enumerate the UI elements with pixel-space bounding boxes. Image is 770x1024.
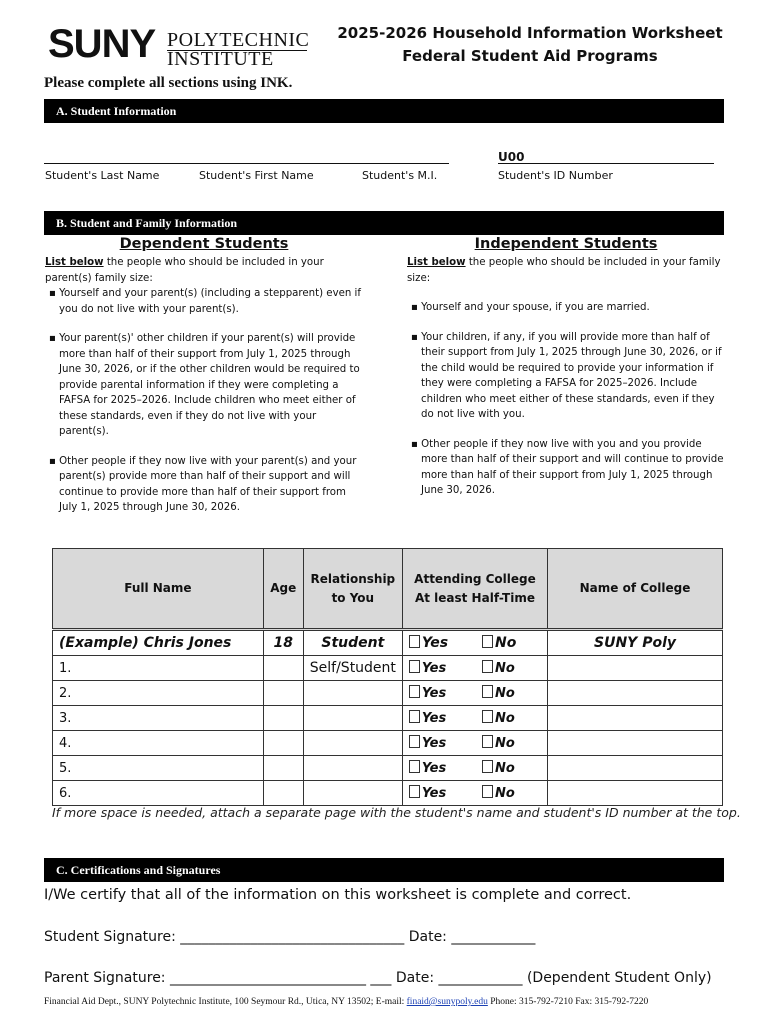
independent-column [407, 255, 727, 499]
row-relationship[interactable] [303, 756, 402, 781]
independent-intro-bold: List below [407, 257, 466, 268]
row-name[interactable] [53, 781, 264, 806]
example-age: 18 [263, 630, 303, 656]
row-relationship[interactable] [303, 706, 402, 731]
student-signature-line[interactable]: Student Signature: ________________________________ Date: ____________ [44, 929, 536, 945]
checkbox-icon[interactable] [409, 710, 420, 723]
section-b-title: B. Student and Family Information [56, 216, 238, 230]
row-name[interactable] [53, 706, 264, 731]
table-row [53, 706, 723, 731]
section-c-header [44, 858, 724, 882]
dependent-intro [45, 255, 365, 286]
table-row [53, 656, 723, 681]
example-yes [402, 630, 476, 656]
row-relationship[interactable]: Self/Student [303, 656, 402, 681]
title-line-1: 2025-2026 Household Information Worksheet [337, 24, 723, 42]
no-label: No [495, 661, 515, 676]
label-first-name: Student's First Name [199, 169, 314, 182]
certification-statement: I/We certify that all of the information on this worksheet is complete and correct. [44, 887, 632, 903]
label-middle-initial: Student's M.I. [362, 169, 438, 182]
example-relationship: Student [303, 630, 402, 656]
row-age[interactable] [263, 706, 303, 731]
footer-phone-fax: Phone: 315-792-7210 Fax: 315-792-7220 [487, 997, 649, 1007]
logo-divider [167, 50, 307, 51]
row-college[interactable] [548, 731, 723, 756]
yes-label: Yes [421, 761, 447, 776]
example-no [476, 630, 548, 656]
dependent-bullet-2-text: Your parent(s)' other children if your parent(s) will provide more than half of their support from July 1, 2025 through June 30, 2026, or if the other children would be required to provide parental information if they were completing a FAFSA for 2025–2026. Include children who meet either of these standards, even if they do not live with your parent(s). [59, 333, 360, 437]
example-name: (Example) Chris Jones [53, 630, 264, 656]
title-line-2: Federal Student Aid Programs [402, 47, 658, 65]
dependent-column [45, 255, 365, 516]
example-college: SUNY Poly [548, 630, 723, 656]
table-row [53, 781, 723, 806]
dependent-intro-bold: List below [45, 257, 104, 268]
dependent-title: Dependent Students [119, 236, 289, 252]
footer-address: Financial Aid Dept., SUNY Polytechnic Institute, 100 Seymour Rd., Utica, NY 13502; E-mail: [44, 997, 407, 1007]
row-no[interactable] [476, 731, 548, 756]
household-table [52, 548, 723, 806]
row-number: 4. [59, 735, 72, 751]
independent-bullet-1-text: Yourself and your spouse, if you are married. [421, 302, 650, 313]
header-attending: Attending College At least Half-Time [402, 549, 547, 630]
footer-contact [44, 997, 648, 1007]
row-age[interactable] [263, 781, 303, 806]
row-no[interactable] [476, 681, 548, 706]
header-college: Name of College [548, 549, 723, 630]
row-no[interactable] [476, 706, 548, 731]
row-number: 3. [59, 710, 72, 726]
row-yes[interactable] [402, 656, 476, 681]
checkbox-icon[interactable] [482, 760, 493, 773]
checkbox-icon[interactable] [409, 735, 420, 748]
dependent-bullet-2: ▪ Your parent(s)' other children if your parent(s) will provide more than half of their support from July 1, 2025 through June 30, 2026, or if the other children would be required to provide parental information if they were completing a FAFSA for 2025–2026. Include children who meet either of these standards, even if they do not live with your parent(s). [49, 333, 360, 437]
row-yes[interactable] [402, 681, 476, 706]
dependent-bullet-1-text: Yourself and your parent(s) (including a stepparent) even if you do not live with your parent(s). [59, 288, 361, 315]
dependent-bullet-3: ▪ Other people if they now live with your parent(s) and your parent(s) provide more than half of their support and will continue to provide more than half of their support from July 1, 2025 through June 30, 2026. [49, 455, 357, 513]
checkbox-icon [482, 635, 493, 648]
section-a-title: A. Student Information [56, 104, 177, 118]
row-college[interactable] [548, 656, 723, 681]
independent-bullet-1: ▪ Yourself and your spouse, if you are married. [411, 302, 650, 313]
footer-email-link[interactable]: finaid@sunypoly.edu [406, 997, 488, 1007]
yes-label: Yes [421, 736, 447, 751]
checkbox-icon[interactable] [482, 710, 493, 723]
row-relationship[interactable] [303, 681, 402, 706]
independent-intro [407, 255, 727, 286]
label-last-name: Student's Last Name [45, 169, 160, 182]
independent-bullet-3: ▪ Other people if they now live with you and you provide more than half of their support and will continue to provide more than half of their support from July 1, 2025 through June 30, 2026. [411, 438, 724, 496]
row-number: 6. [59, 785, 72, 801]
no-label: No [495, 761, 515, 776]
row-college[interactable] [548, 706, 723, 731]
row-yes[interactable] [402, 756, 476, 781]
section-b-header [44, 211, 724, 235]
row-yes[interactable] [402, 706, 476, 731]
row-no[interactable] [476, 656, 548, 681]
row-college[interactable] [548, 681, 723, 706]
header-age: Age [263, 549, 303, 630]
row-no[interactable] [476, 756, 548, 781]
parent-signature-line[interactable]: Parent Signature: ____________________________ ___ Date: ____________ (Dependent Student Only) [44, 970, 712, 986]
row-no[interactable] [476, 781, 548, 806]
independent-bullet-2: ▪ Your children, if any, if you will provide more than half of their support from July 1, 2025 through June 30, 2026, or if the child would be required to provide your information if they were completing a FAFSA for 2025–2026. Include children who meet either of these standards, even if they do not live with you. [411, 331, 722, 420]
row-name[interactable] [53, 756, 264, 781]
header-relationship: Relationship to You [303, 549, 402, 630]
label-student-id: Student's ID Number [498, 169, 613, 182]
yes-label: Yes [421, 661, 447, 676]
no-label: No [495, 736, 515, 751]
student-id-line[interactable] [498, 163, 714, 164]
yes-label: Yes [421, 635, 449, 651]
independent-bullet-3-text: Other people if they now live with you and you provide more than half of their support and will continue to provide more than half of their support from July 1, 2025 through June 30, 2026. [421, 438, 724, 496]
page-title [330, 22, 730, 68]
row-age[interactable] [263, 731, 303, 756]
row-age[interactable] [263, 756, 303, 781]
row-college[interactable] [548, 781, 723, 806]
row-name[interactable] [53, 656, 264, 681]
dependent-bullet-3-text: Other people if they now live with your parent(s) and your parent(s) provide more than half of their support and will continue to provide more than half of their support from July 1, 2025 through June 30, 2026. [59, 455, 357, 513]
header-full-name: Full Name [53, 549, 264, 630]
table-row-example [53, 630, 723, 656]
no-label: No [495, 635, 517, 651]
dependent-bullet-1: ▪ Yourself and your parent(s) (including a stepparent) even if you do not live with your parent(s). [49, 288, 361, 315]
section-a-header [44, 99, 724, 123]
independent-bullet-2-text: Your children, if any, if you will provide more than half of their support from July 1, 2025 through June 30, 2026, or if the child would be required to provide your information if they were completing a FAFSA for 2025–2026. Include children who meet either of these standards, even if they do not live with you. [421, 331, 722, 420]
checkbox-icon [409, 635, 420, 648]
id-prefix: U00 [498, 150, 525, 164]
checkbox-icon[interactable] [409, 685, 420, 698]
independent-intro-text: the people who should be included in your family size: [407, 257, 721, 284]
table-row [53, 731, 723, 756]
section-c-title: C. Certifications and Signatures [56, 863, 221, 877]
logo-suny: SUNY [48, 22, 156, 66]
checkbox-icon[interactable] [409, 760, 420, 773]
table-row [53, 756, 723, 781]
no-label: No [495, 786, 515, 801]
row-number: 5. [59, 760, 72, 776]
table-note: If more space is needed, attach a separate page with the student's name and student's ID number at the top. [52, 805, 741, 820]
row-relationship[interactable] [303, 781, 402, 806]
table-header-row [53, 549, 723, 630]
yes-label: Yes [421, 786, 447, 801]
checkbox-icon[interactable] [482, 785, 493, 798]
student-name-line[interactable] [44, 163, 449, 164]
checkbox-icon[interactable] [482, 735, 493, 748]
dependent-intro-text: the people who should be included in your parent(s) family size: [45, 257, 324, 284]
checkbox-icon[interactable] [409, 660, 420, 673]
yes-label: Yes [421, 686, 447, 701]
checkbox-icon[interactable] [482, 660, 493, 673]
checkbox-icon[interactable] [482, 685, 493, 698]
no-label: No [495, 686, 515, 701]
row-college[interactable] [548, 756, 723, 781]
independent-title: Independent Students [474, 236, 658, 252]
row-name[interactable] [53, 731, 264, 756]
row-yes[interactable] [402, 731, 476, 756]
no-label: No [495, 711, 515, 726]
row-yes[interactable] [402, 781, 476, 806]
logo-polytechnic: POLYTECHNIC [167, 29, 310, 51]
row-number: 2. [59, 685, 72, 701]
row-name[interactable] [53, 681, 264, 706]
ink-instruction: Please complete all sections using INK. [44, 75, 293, 91]
table-row [53, 681, 723, 706]
row-relationship[interactable] [303, 731, 402, 756]
row-number: 1. [59, 660, 72, 676]
checkbox-icon[interactable] [409, 785, 420, 798]
row-age[interactable] [263, 656, 303, 681]
logo-institute: INSTITUTE [167, 48, 274, 70]
yes-label: Yes [421, 711, 447, 726]
row-age[interactable] [263, 681, 303, 706]
